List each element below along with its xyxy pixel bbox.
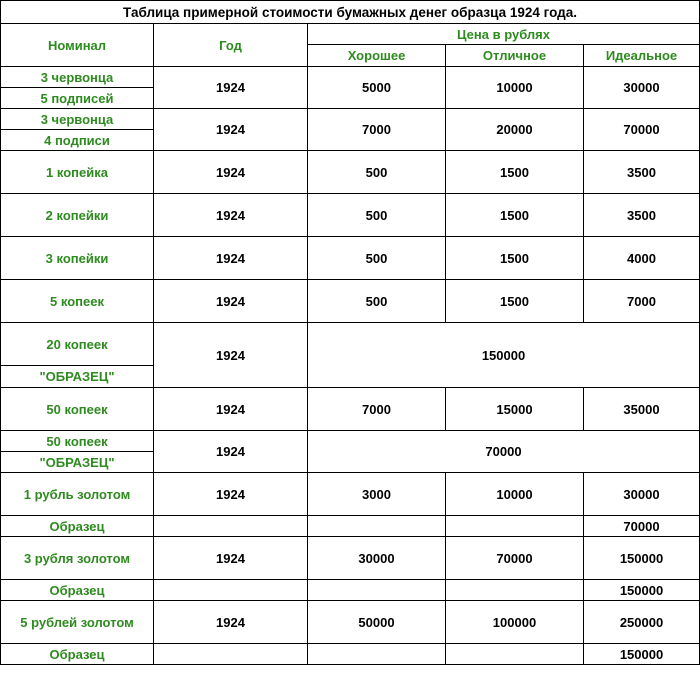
good-cell: 30000: [308, 537, 446, 580]
excellent-cell: 70000: [446, 537, 584, 580]
nominal-cell: 50 копеек: [1, 388, 154, 431]
ideal-cell: 30000: [584, 473, 700, 516]
good-cell: 500: [308, 194, 446, 237]
nominal-cell: Образец: [1, 644, 154, 665]
excellent-cell: 1500: [446, 237, 584, 280]
year-cell: 1924: [154, 601, 308, 644]
year-cell: 1924: [154, 280, 308, 323]
good-cell: 50000: [308, 601, 446, 644]
header-ideal: Идеальное: [584, 45, 700, 67]
ideal-cell: 3500: [584, 194, 700, 237]
ideal-cell: 30000: [584, 67, 700, 109]
good-cell: 500: [308, 280, 446, 323]
ideal-cell: 70000: [584, 516, 700, 537]
nominal-cell: 3 червонца: [1, 67, 154, 88]
ideal-cell: 7000: [584, 280, 700, 323]
ideal-cell: 150000: [584, 580, 700, 601]
good-cell: 500: [308, 237, 446, 280]
excellent-cell: 100000: [446, 601, 584, 644]
header-excellent: Отличное: [446, 45, 584, 67]
year-cell: 1924: [154, 431, 308, 473]
nominal-cell: 20 копеек: [1, 323, 154, 366]
ideal-cell: 70000: [584, 109, 700, 151]
nominal-cell: Образец: [1, 516, 154, 537]
ideal-cell: 4000: [584, 237, 700, 280]
nominal-cell: 3 рубля золотом: [1, 537, 154, 580]
excellent-cell: 1500: [446, 151, 584, 194]
nominal-cell: 3 копейки: [1, 237, 154, 280]
excellent-cell: 10000: [446, 67, 584, 109]
year-cell: 1924: [154, 323, 308, 388]
nominal-subcell: "ОБРАЗЕЦ": [1, 366, 154, 388]
year-cell: [154, 516, 308, 537]
good-cell: [308, 644, 446, 665]
good-cell: 7000: [308, 109, 446, 151]
excellent-cell: 1500: [446, 194, 584, 237]
year-cell: 1924: [154, 109, 308, 151]
ideal-cell: 35000: [584, 388, 700, 431]
nominal-cell: 1 рубль золотом: [1, 473, 154, 516]
year-cell: [154, 644, 308, 665]
good-cell: 3000: [308, 473, 446, 516]
nominal-cell: 5 копеек: [1, 280, 154, 323]
excellent-cell: [446, 580, 584, 601]
nominal-cell: Образец: [1, 580, 154, 601]
nominal-cell: 50 копеек: [1, 431, 154, 452]
header-good: Хорошее: [308, 45, 446, 67]
good-cell: 7000: [308, 388, 446, 431]
nominal-subcell: "ОБРАЗЕЦ": [1, 452, 154, 473]
merged-price-cell: 70000: [308, 431, 700, 473]
excellent-cell: 20000: [446, 109, 584, 151]
header-price: Цена в рублях: [308, 24, 700, 45]
ideal-cell: 150000: [584, 644, 700, 665]
excellent-cell: [446, 644, 584, 665]
ideal-cell: 150000: [584, 537, 700, 580]
year-cell: 1924: [154, 194, 308, 237]
ideal-cell: 250000: [584, 601, 700, 644]
table-title: Таблица примерной стоимости бумажных денег образца 1924 года.: [1, 1, 700, 24]
nominal-cell: 1 копейка: [1, 151, 154, 194]
nominal-cell: 3 червонца: [1, 109, 154, 130]
year-cell: 1924: [154, 67, 308, 109]
nominal-cell: 5 рублей золотом: [1, 601, 154, 644]
header-year: Год: [154, 24, 308, 67]
good-cell: [308, 516, 446, 537]
year-cell: 1924: [154, 237, 308, 280]
excellent-cell: 1500: [446, 280, 584, 323]
year-cell: 1924: [154, 537, 308, 580]
year-cell: [154, 580, 308, 601]
excellent-cell: [446, 516, 584, 537]
year-cell: 1924: [154, 388, 308, 431]
ideal-cell: 3500: [584, 151, 700, 194]
nominal-subcell: 5 подписей: [1, 88, 154, 109]
good-cell: 5000: [308, 67, 446, 109]
merged-price-cell: 150000: [308, 323, 700, 388]
excellent-cell: 10000: [446, 473, 584, 516]
excellent-cell: 15000: [446, 388, 584, 431]
good-cell: [308, 580, 446, 601]
year-cell: 1924: [154, 473, 308, 516]
nominal-subcell: 4 подписи: [1, 130, 154, 151]
nominal-cell: 2 копейки: [1, 194, 154, 237]
year-cell: 1924: [154, 151, 308, 194]
good-cell: 500: [308, 151, 446, 194]
header-nominal: Номинал: [1, 24, 154, 67]
